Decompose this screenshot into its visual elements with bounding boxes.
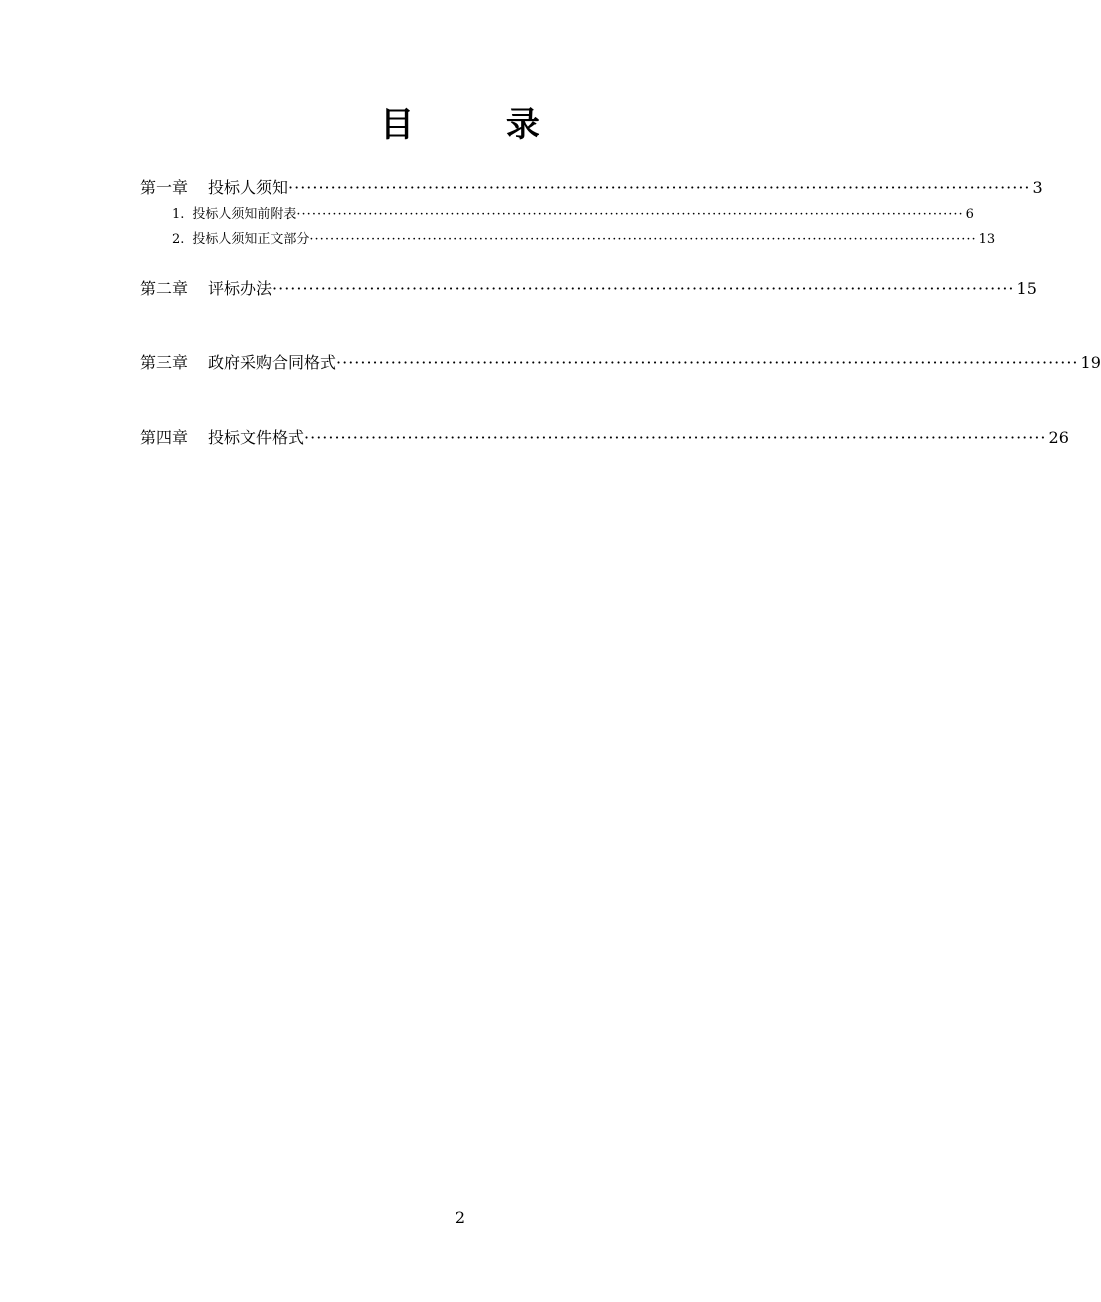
toc-entry-chapter-4[interactable] — [140, 425, 1069, 448]
toc-dot-leader: ·································································································································· — [296, 207, 964, 222]
toc-entry-label — [172, 203, 296, 222]
toc-page-number: 26 — [1048, 428, 1069, 447]
toc-chapter-number: 第三章 — [140, 353, 189, 372]
toc-page-number: 13 — [978, 232, 996, 247]
toc-dot-leader: ·························································································································· — [288, 178, 1031, 197]
toc-section-title: 投标人须知前附表 — [192, 207, 297, 222]
toc-section-number: 1. — [172, 207, 185, 222]
toc-entry-section-1[interactable] — [172, 203, 974, 222]
toc-page-number: 19 — [1080, 353, 1101, 372]
toc-entry-label — [140, 350, 336, 373]
toc-entry-label — [172, 228, 309, 247]
toc-chapter-number: 第二章 — [140, 279, 189, 298]
toc-entry-label — [140, 276, 272, 299]
page-title: 目 录 — [380, 105, 580, 145]
toc-chapter-title: 政府采购合同格式 — [208, 353, 337, 372]
toc-section-title: 投标人须知正文部分 — [192, 232, 310, 247]
toc-chapter-number: 第四章 — [140, 428, 189, 447]
toc-dot-leader: ·························································································································· — [304, 428, 1047, 447]
toc-entry-chapter-1[interactable] — [140, 175, 1043, 198]
toc-page-number: 15 — [1016, 279, 1037, 298]
toc-dot-leader: ·································································································································· — [309, 232, 977, 247]
toc-entry-label — [140, 175, 288, 198]
page-footer-number: 2 — [454, 1208, 466, 1227]
toc-chapter-title: 评标办法 — [208, 279, 273, 298]
toc-entry-chapter-2[interactable] — [140, 276, 1037, 299]
toc-dot-leader: ·························································································································· — [336, 353, 1079, 372]
toc-chapter-number: 第一章 — [140, 178, 189, 197]
toc-section-number: 2. — [172, 232, 185, 247]
toc-chapter-title: 投标人须知 — [208, 178, 289, 197]
toc-entry-chapter-3[interactable] — [140, 350, 1101, 373]
toc-entry-section-2[interactable] — [172, 228, 996, 247]
toc-entry-label — [140, 425, 304, 448]
toc-page-number: 3 — [1032, 178, 1043, 197]
toc-page-number: 6 — [965, 207, 974, 222]
toc-dot-leader: ·························································································································· — [272, 279, 1015, 298]
toc-chapter-title: 投标文件格式 — [208, 428, 305, 447]
